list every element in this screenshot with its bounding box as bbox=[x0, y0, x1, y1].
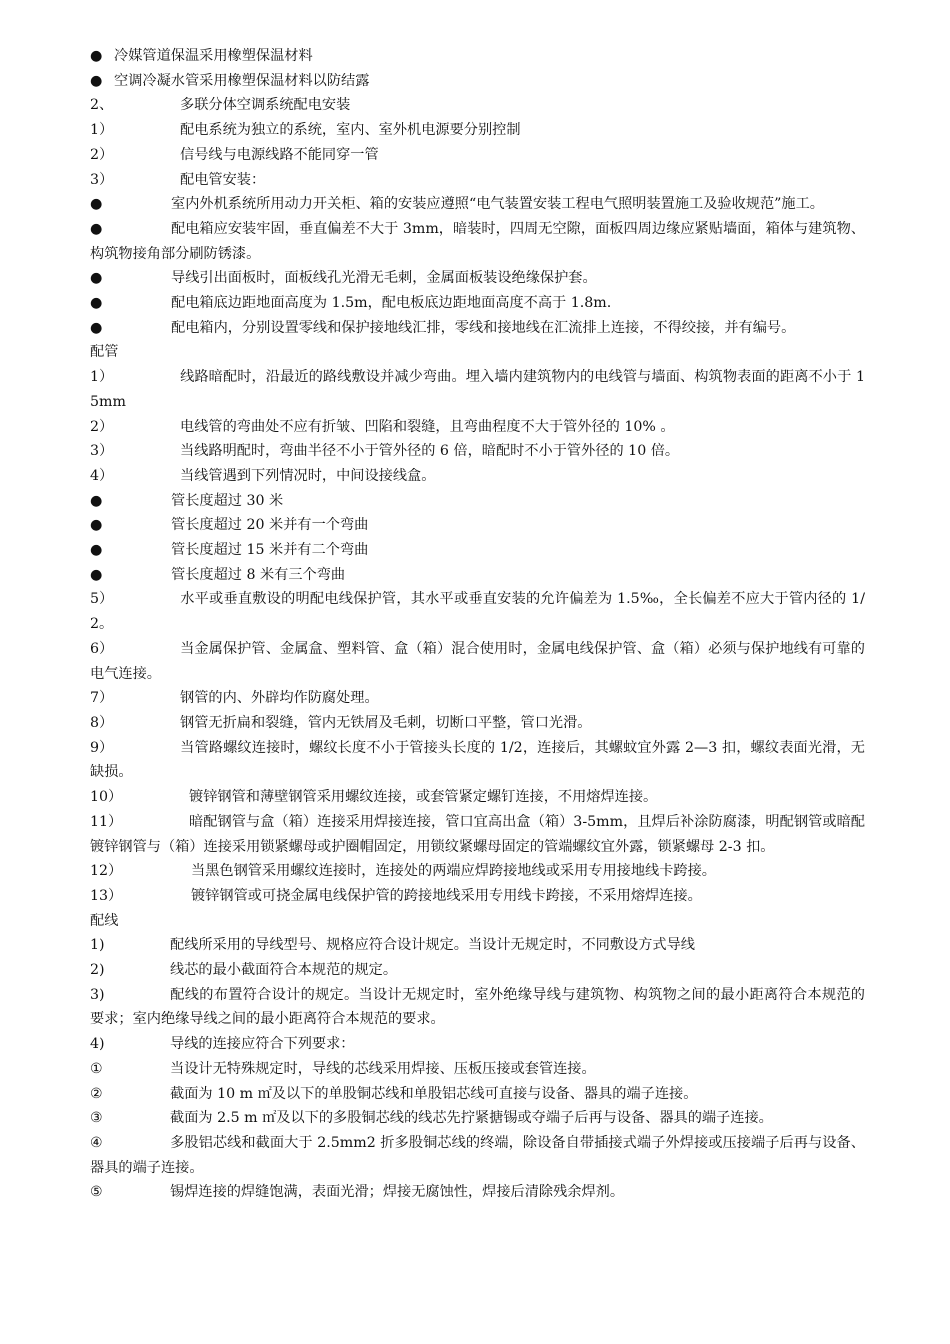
numbered-line bbox=[90, 168, 865, 193]
line-text: 多联分体空调系统配电安装 bbox=[180, 97, 351, 114]
bullet-marker: ● bbox=[90, 220, 103, 237]
item-number: 7） bbox=[90, 690, 114, 707]
bullet-line bbox=[90, 192, 865, 217]
line-text: 多股铝芯线和截面大于 2.5mm2 折多股铜芯线的终端，除设备自带插接式端子外焊接或压接端子后再与设备、器具的端子连接。 bbox=[90, 1134, 865, 1176]
numbered-line bbox=[90, 118, 865, 143]
line-text: 当金属保护管、金属盒、塑料管、盒（箱）混合使用时，金属电线保护管、盒（箱）必须与保护地线有可靠的电气连接。 bbox=[90, 640, 865, 682]
line-text: 配线所采用的导线型号、规格应符合设计规定。当设计无规定时，不同敷设方式导线 bbox=[170, 937, 695, 954]
line-text: 配线 bbox=[90, 912, 119, 929]
bullet-marker: ● bbox=[90, 72, 103, 89]
bullet-line bbox=[90, 538, 865, 563]
bullet-line bbox=[90, 563, 865, 588]
line-text: 暗配钢管与盒（箱）连接采用焊接连接，管口宜高出盒（箱）3-5mm，且焊后补涂防腐漆，明配钢管或暗配镀锌钢管与（箱）连接采用锁紧螺母或护圈帽固定，用锁纹紧螺母固定的管端螺纹宜外露，锁紧螺母 2-3 扣。 bbox=[90, 813, 865, 855]
numbered-line bbox=[90, 958, 865, 983]
line-text: 配电箱内，分别设置零线和保护接地线汇排，零线和接地线在汇流排上连接，不得绞接，并有编号。 bbox=[171, 319, 796, 336]
line-text: 截面为 2.5 m ㎡及以下的多股铜芯线的线芯先拧紧搪锡或夺端子后再与设备、器具的端子连接。 bbox=[170, 1110, 773, 1127]
line-text: 配电系统为独立的系统，室内、室外机电源要分别控制 bbox=[180, 122, 521, 139]
line-text: 管长度超过 15 米并有二个弯曲 bbox=[171, 542, 369, 559]
line-text: 导线的连接应符合下列要求： bbox=[170, 1036, 355, 1053]
bullet-line bbox=[90, 316, 865, 341]
line-text: 钢管的内、外辟均作防腐处理。 bbox=[180, 690, 379, 707]
line-text: 线芯的最小截面符合本规范的规定。 bbox=[170, 962, 398, 979]
item-number: 2、 bbox=[90, 97, 114, 114]
line-text: 水平或垂直敷设的明配电线保护管，其水平或垂直安装的允许偏差为 1.5‰，全长偏差不应大于管内径的 1/2。 bbox=[90, 591, 865, 633]
line-text: 配管 bbox=[90, 344, 119, 361]
circled-number: ④ bbox=[90, 1134, 103, 1151]
item-number: 10） bbox=[90, 789, 123, 806]
line-text: 管长度超过 20 米并有一个弯曲 bbox=[171, 517, 369, 534]
numbered-line bbox=[90, 884, 865, 909]
numbered-line bbox=[90, 365, 865, 414]
numbered-line bbox=[90, 415, 865, 440]
bullet-marker: ● bbox=[90, 196, 103, 213]
item-number: 5） bbox=[90, 591, 114, 608]
circled-number: ① bbox=[90, 1060, 103, 1077]
numbered-line bbox=[90, 933, 865, 958]
circled-item bbox=[90, 1131, 865, 1180]
line-text: 导线引出面板时，面板线孔光滑无毛刺，金属面板装设绝缘保护套。 bbox=[171, 270, 597, 287]
document-page bbox=[90, 44, 865, 1205]
numbered-line bbox=[90, 983, 865, 1032]
line-text: 镀锌钢管或可挠金属电线保护管的跨接地线采用专用线卡跨接，不采用熔焊连接。 bbox=[191, 887, 702, 904]
item-number: 9） bbox=[90, 739, 114, 756]
bullet-marker: ● bbox=[90, 270, 103, 287]
item-number: 13） bbox=[90, 887, 123, 904]
bullet-marker: ● bbox=[90, 566, 103, 583]
circled-item bbox=[90, 1180, 865, 1205]
section-heading bbox=[90, 93, 865, 118]
circled-number: ③ bbox=[90, 1110, 103, 1127]
item-number: 12） bbox=[90, 863, 123, 880]
item-number: 2) bbox=[90, 962, 105, 979]
line-text: 锡焊连接的焊缝饱满，表面光滑；焊接无腐蚀性，焊接后清除残余焊剂。 bbox=[170, 1184, 625, 1201]
line-text: 空调冷凝水管采用橡塑保温材料以防结露 bbox=[114, 72, 370, 89]
numbered-line bbox=[90, 736, 865, 785]
circled-number: ② bbox=[90, 1085, 103, 1102]
item-number: 4） bbox=[90, 467, 114, 484]
circled-item bbox=[90, 1057, 865, 1082]
bullet-marker: ● bbox=[90, 319, 103, 336]
line-text: 电线管的弯曲处不应有折皱、凹陷和裂缝，且弯曲程度不大于管外径的 10% 。 bbox=[180, 418, 675, 435]
numbered-line bbox=[90, 1032, 865, 1057]
item-number: 2） bbox=[90, 146, 114, 163]
circled-number: ⑤ bbox=[90, 1184, 103, 1201]
circled-item bbox=[90, 1082, 865, 1107]
line-text: 当线路明配时，弯曲半径不小于管外径的 6 倍，暗配时不小于管外径的 10 倍。 bbox=[180, 443, 680, 460]
item-number: 4) bbox=[90, 1036, 105, 1053]
item-number: 1) bbox=[90, 937, 105, 954]
numbered-line bbox=[90, 711, 865, 736]
numbered-line bbox=[90, 439, 865, 464]
item-number: 1） bbox=[90, 122, 114, 139]
bullet-marker: ● bbox=[90, 492, 103, 509]
bullet-marker: ● bbox=[90, 295, 103, 312]
bullet-line bbox=[90, 69, 865, 94]
item-number: 2） bbox=[90, 418, 114, 435]
item-number: 3) bbox=[90, 986, 105, 1003]
numbered-line bbox=[90, 859, 865, 884]
item-number: 3） bbox=[90, 171, 114, 188]
bullet-line bbox=[90, 291, 865, 316]
numbered-line bbox=[90, 587, 865, 636]
bullet-line bbox=[90, 217, 865, 266]
line-text: 当管路螺纹连接时，螺纹长度不小于管接头长度的 1/2，连接后，其螺蚊宜外露 2—3 扣，螺纹表面光滑，无缺损。 bbox=[90, 739, 865, 781]
line-text: 冷媒管道保温采用橡塑保温材料 bbox=[114, 48, 313, 64]
bullet-marker: ● bbox=[90, 48, 103, 64]
numbered-line bbox=[90, 143, 865, 168]
item-number: 6） bbox=[90, 640, 114, 657]
line-text: 配线的布置符合设计的规定。当设计无规定时，室外绝缘导线与建筑物、构筑物之间的最小距离符合本规范的要求；室内绝缘导线之间的最小距离符合本规范的要求。 bbox=[90, 986, 865, 1028]
item-number: 3） bbox=[90, 443, 114, 460]
subsection-title bbox=[90, 909, 865, 934]
line-text: 室内外机系统所用动力开关柜、箱的安装应遵照“电气装置安装工程电气照明装置施工及验收规范”施工。 bbox=[171, 196, 824, 213]
line-text: 当设计无特殊规定时，导线的芯线采用焊接、压板压接或套管连接。 bbox=[170, 1060, 596, 1077]
item-number: 8） bbox=[90, 714, 114, 731]
bullet-line bbox=[90, 44, 865, 69]
line-text: 配电管安装： bbox=[180, 171, 266, 188]
bullet-marker: ● bbox=[90, 517, 103, 534]
numbered-line bbox=[90, 785, 865, 810]
numbered-line bbox=[90, 686, 865, 711]
line-text: 当黑色钢管采用螺纹连接时，连接处的两端应焊跨接地线或采用专用接地线卡跨接。 bbox=[191, 863, 716, 880]
item-number: 1） bbox=[90, 369, 114, 386]
subsection-title bbox=[90, 340, 865, 365]
line-text: 配电箱应安装牢固，垂直偏差不大于 3mm，暗装时，四周无空隙，面板四周边缘应紧贴墙面，箱体与建筑物、构筑物接角部分刷防锈漆。 bbox=[90, 220, 865, 262]
line-text: 信号线与电源线路不能同穿一管 bbox=[180, 146, 379, 163]
bullet-line bbox=[90, 489, 865, 514]
numbered-line bbox=[90, 810, 865, 859]
numbered-line bbox=[90, 464, 865, 489]
bullet-marker: ● bbox=[90, 542, 103, 559]
line-text: 线路暗配时，沿最近的路线敷设并减少弯曲。埋入墙内建筑物内的电线管与墙面、构筑物表面的距离不小于 15mm bbox=[90, 369, 865, 410]
line-text: 钢管无折扁和裂缝，管内无铁屑及毛刺，切断口平整，管口光滑。 bbox=[180, 714, 592, 731]
line-text: 管长度超过 8 米有三个弯曲 bbox=[171, 566, 346, 583]
line-text: 镀锌钢管和薄壁钢管采用螺纹连接，或套管紧定螺钉连接，不用熔焊连接。 bbox=[189, 789, 658, 806]
bullet-line bbox=[90, 266, 865, 291]
line-text: 管长度超过 30 米 bbox=[171, 492, 284, 509]
line-text: 配电箱底边距地面高度为 1.5m，配电板底边距地面高度不高于 1.8m. bbox=[171, 295, 612, 312]
line-text: 当线管遇到下列情况时，中间设接线盒。 bbox=[180, 467, 436, 484]
line-text: 截面为 10 m ㎡及以下的单股铜芯线和单股铝芯线可直接与设备、器具的端子连接。 bbox=[170, 1085, 698, 1102]
numbered-line bbox=[90, 637, 865, 686]
bullet-line bbox=[90, 513, 865, 538]
item-number: 11） bbox=[90, 813, 123, 830]
circled-item bbox=[90, 1106, 865, 1131]
